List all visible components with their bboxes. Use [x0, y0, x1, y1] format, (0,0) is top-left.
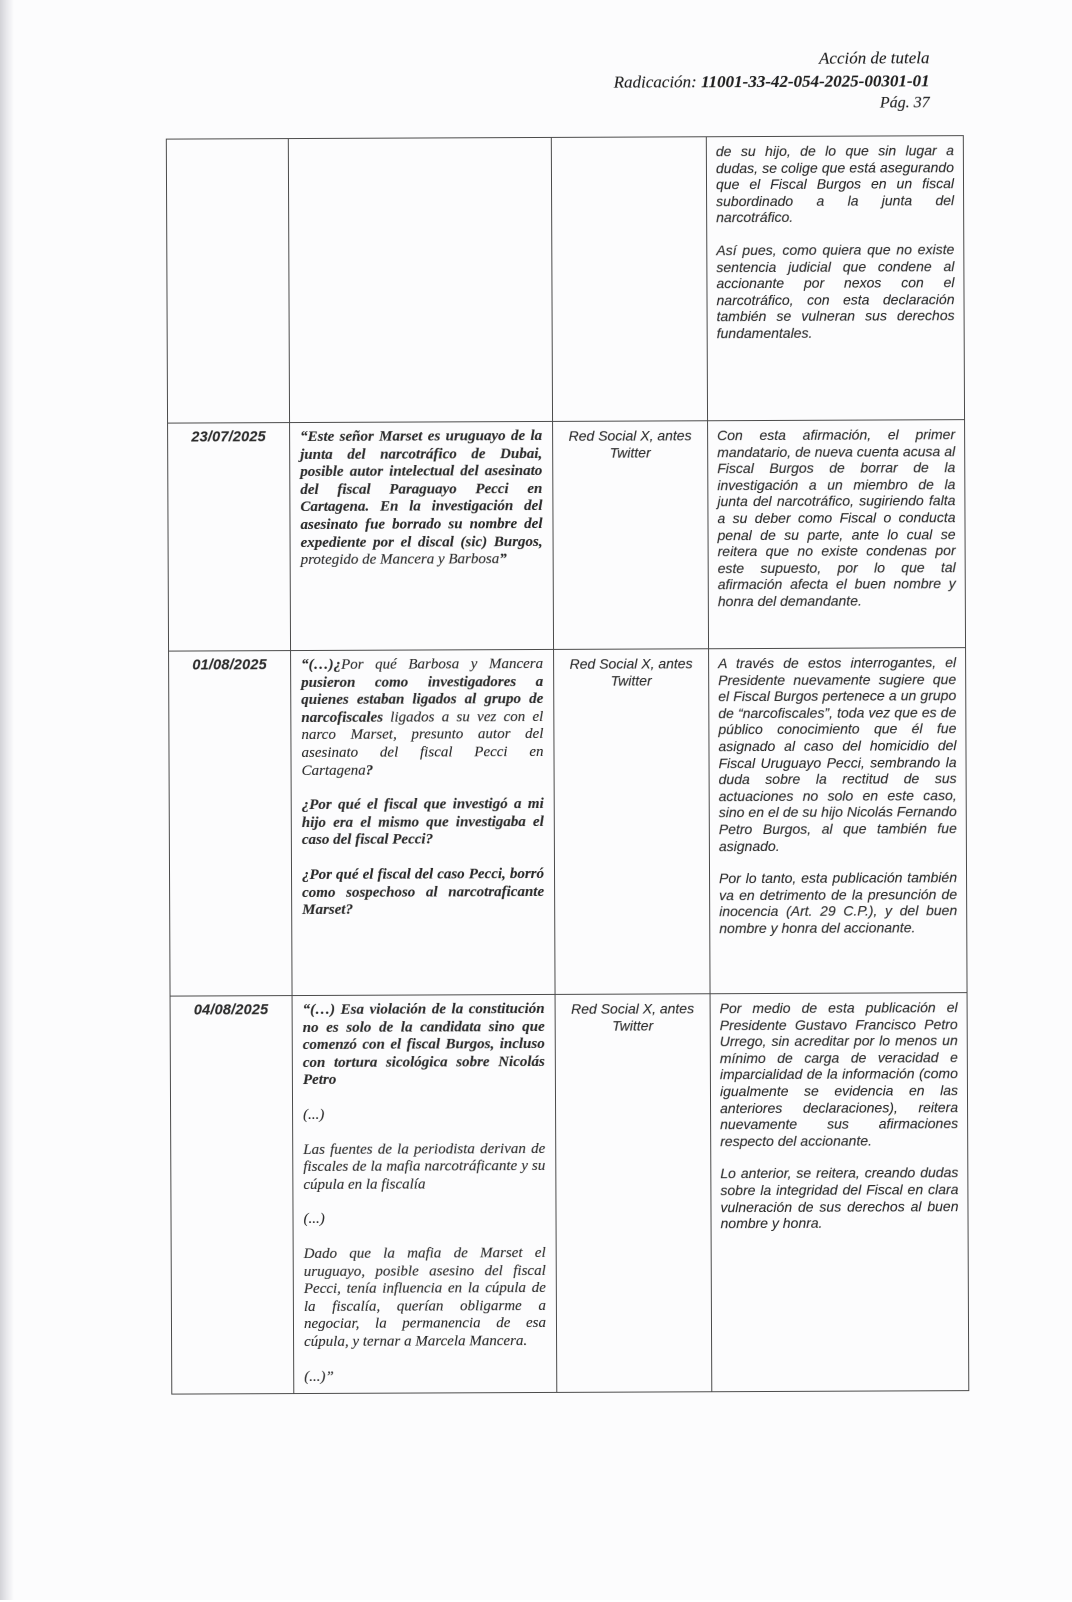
quote-paragraph: (...)”	[304, 1368, 334, 1385]
quote-segment: ¿Por qué el fiscal que investigó a mi hijo era el mismo que investigaba el caso del fiscal Pecci?	[301, 796, 544, 849]
header-case-type: Acción de tutela	[818, 48, 930, 68]
publication-date: 04/08/2025	[193, 1002, 269, 1019]
quote-cell	[291, 649, 556, 995]
source-cell	[555, 994, 712, 1393]
quote-segment: “Este señor Marset es uruguayo de la junta del narcotráfico de Dubai, posible autor intelectual del asesinato del fiscal Paraguayo Pecci en Cartagena. En la investigación del asesinato fue borrado su nombre del expediente por el discal (sic) Burgos,	[300, 427, 543, 551]
quote-cell	[292, 994, 557, 1393]
header-page-number: Pág. 37	[879, 94, 930, 112]
quote-segment: “(…)¿	[301, 656, 342, 674]
publication-source: Red Social X, antes Twitter	[571, 1000, 695, 1034]
quote-segment: ?	[365, 762, 374, 779]
analysis-paragraph: Por lo tanto, esta publicación también va en detrimento de la presunción de inocencia (Art. 29 C.P.), y del buen nombre y honra del accionante.	[719, 869, 958, 937]
date-cell	[168, 423, 291, 652]
quote-segment: pusieron como investigadores a quienes estaban ligados al grupo de narcofiscales	[301, 673, 544, 726]
analysis-paragraph: Así pues, como quiera que no existe sentencia judicial que condene al accionante por nexos con el narcotráfico, con esta declaración también se vulneran sus derechos fundamentales.	[716, 241, 955, 342]
publication-source: Red Social X, antes Twitter	[569, 655, 693, 689]
radicacion-number: 11001-33-42-054-2025-00301-01	[700, 70, 930, 91]
analysis-paragraph: de su hijo, de lo que sin lugar a dudas, se colige que está asegurando que el Fiscal Burgos en un fiscal subordinado a la junta del narcotráfico.	[715, 142, 955, 226]
quote-paragraph: Las fuentes de la periodista derivan de fiscales de la mafia narcotráficante y su cúpula en la fiscalía	[303, 1140, 546, 1193]
table-row-23-07-2025	[168, 420, 966, 651]
source-cell	[553, 421, 709, 650]
header-radicacion	[370, 70, 930, 95]
quote-segment: protegido de Mancera y Barbosa	[300, 551, 500, 569]
publication-source: Red Social X, antes Twitter	[568, 427, 692, 461]
date-cell	[166, 139, 289, 424]
analysis-paragraph: Lo anterior, se reitera, creando dudas sobre la integridad del Fiscal en clara vulneración de sus derechos al buen nombre y honra.	[720, 1164, 959, 1232]
table-row-01-08-2025	[169, 648, 967, 996]
quote-paragraph: (...)	[303, 1211, 325, 1228]
page-header	[369, 47, 929, 117]
analysis-paragraph: A través de estos interrogantes, el Presidente nuevamente sugiere que el Fiscal Burgos pertenece a un grupo de “narcofiscales”, toda vez que es de público conocimiento que él fue asignado al caso del homicidio del Fiscal Uruguayo Pecci, sembrando la duda sobre la rectitud de sus actuaciones no solo en este caso, sino en el de su hijo Nicolás Fernando Petro Burgos, al que también fue asignado.	[718, 654, 957, 854]
date-cell	[169, 651, 293, 997]
analysis-cell	[710, 993, 969, 1392]
analysis-paragraph: Con esta afirmación, el primer mandatario, de nueva cuenta acusa al Fiscal Burgos de borrar de la investigación a un miembro de la junta del narcotráfico, sugiriendo falta a su deber como Fiscal o conducta penal de su parte, ante lo cual se reitera que no existe condenas por este supuesto, por lo que tal afirmación afecta el buen nombre y honra del demandante.	[717, 426, 956, 610]
radicacion-label: Radicación:	[613, 71, 702, 92]
quote-cell	[288, 137, 552, 422]
table-row-continuation	[166, 136, 964, 423]
quote-paragraph	[300, 428, 543, 570]
quote-paragraph: (...)	[303, 1106, 325, 1123]
quote-segment: “(…) Esa violación de la constitución no es solo de la candidata sino que comenzó con el fiscal Burgos, incluso con tortura sicológica sobre Nicolás Petro	[302, 1000, 545, 1089]
table-row-04-08-2025	[170, 993, 969, 1394]
analysis-cell	[708, 420, 966, 649]
quote-paragraph	[303, 1001, 545, 1090]
quote-paragraph	[302, 796, 544, 850]
quote-segment: ligados a su vez con el narco Marset, presunto autor del asesinato del fiscal Pecci en Cartagena	[301, 708, 544, 779]
source-cell	[554, 649, 711, 995]
date-cell	[170, 996, 294, 1395]
quote-segment: ¿Por qué el fiscal del caso Pecci, borró como sospechoso al narcotraficante Marset?	[301, 865, 545, 919]
quote-segment: Por qué Barbosa y Mancera	[341, 655, 544, 673]
publication-date: 23/07/2025	[191, 429, 266, 446]
analysis-cell	[709, 648, 968, 994]
quote-paragraph	[301, 656, 544, 780]
quote-paragraph	[302, 866, 544, 920]
publication-date: 01/08/2025	[192, 657, 267, 674]
analysis-cell	[706, 136, 964, 421]
quote-paragraph: Dado que la mafia de Marset el uruguayo, posible asesino del fiscal Pecci, tenía influencia en la cúpula de la fiscalía, querían obligarme a negociar, la permanencia de esa cúpula, y ternar a Marcela Mancera.	[303, 1244, 547, 1350]
evidence-table	[166, 135, 969, 1394]
quote-cell	[290, 421, 554, 650]
source-cell	[551, 137, 707, 422]
analysis-paragraph: Por medio de esta publicación el Presidente Gustavo Francisco Petro Urrego, sin acreditar por lo menos un mínimo de carga de veracidad e imparcialidad de la información (como igualmente se evidencia en las anteriores declaraciones), reitera nuevamente sus afirmaciones respecto del accionante.	[719, 999, 959, 1149]
quote-segment: ”	[499, 551, 507, 568]
